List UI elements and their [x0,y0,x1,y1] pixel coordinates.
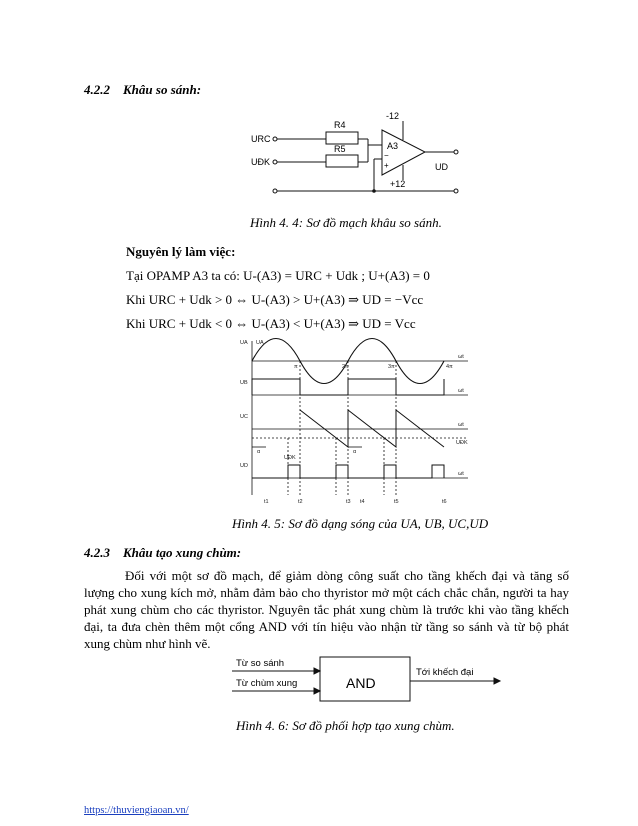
wt-label-ud: ωt [458,471,464,477]
four-pi-tick: 4π [446,364,453,370]
t6-tick: t6 [442,499,447,505]
comparator-circuit-diagram [250,105,470,205]
ud-axis-label: UD [240,463,248,469]
body-paragraph [84,567,569,652]
waveform-diagram [228,335,476,507]
t5-tick: t5 [394,499,399,505]
and-gate-block-diagram [230,655,506,707]
t2-tick: t2 [298,499,303,505]
figure-4-4-caption: Hình 4. 4: Sơ đồ mạch khâu so sánh. [250,215,442,230]
alpha-label-2: α [353,449,357,455]
pos-supply-label: +12 [390,179,406,189]
t1-tick: t1 [264,499,269,505]
inverting-input-sign: − [384,151,389,160]
udk-level-label: UĐK [456,440,468,446]
section-heading-4-2-3 [84,545,241,561]
t4-tick: t4 [360,499,365,505]
principle-line-2: Khi URC + Udk > 0 ⇔ U-(A3) > U+(A3) ⇒ UD = −Vcc [126,292,424,307]
r4-label: R4 [334,120,346,130]
paragraph-text: Đối với một sơ đồ mạch, để giảm dòng công suất cho tầng khếch đại và tăng số lượng cho xung kích mở, nhằm đảm bảo cho thyristor mở một cách chắc chắn, người ta hay phát xung chùm cho các thyristor. Nguyên tắc phát xung chùm là trước khi vào tầng khếch đại, ta đưa chèn thêm một cổng AND với tín hiệu vào nhận từ tầng so sánh và từ bộ phát xung chùm như hình vẽ. [84,568,569,651]
figure-4-6-caption: Hình 4. 6: Sơ đồ phối hợp tạo xung chùm. [236,718,455,733]
t3-tick: t3 [346,499,351,505]
principle-line-1: Tại OPAMP A3 ta có: U-(A3) = URC + Udk ; U+(A3) = 0 [126,268,430,283]
section-number: 4.2.2 [84,82,110,97]
wt-label-ub: ωt [458,388,464,394]
section-heading-4-2-2 [84,82,201,98]
uc-axis-label: UC [240,414,248,420]
footer-link[interactable]: https://thuviengiaoan.vn/ [84,805,189,816]
pi-tick: π [294,364,298,370]
r5-label: R5 [334,144,346,154]
section-number: 4.2.3 [84,545,110,560]
figure-4-5-caption: Hình 4. 5: Sơ đồ dạng sóng của UA, UB, UC,UD [232,516,489,531]
wt-label-ua: ωt [458,354,464,360]
neg-supply-label: -12 [386,111,400,121]
two-pi-tick: 2π [342,364,349,370]
urc-label: URC [251,134,271,144]
ub-axis-label: UB [240,380,248,386]
section-title: Khâu tạo xung chùm: [123,545,242,560]
section-title: Khâu so sánh: [123,82,202,97]
three-pi-tick: 3π [388,364,395,370]
ud-output-label: UD [435,162,448,172]
input-from-pulse-train-label: Từ chùm xung [236,678,298,689]
udk-curve-label: UĐK [284,455,296,461]
principle-title: Nguyên lý làm việc: [126,244,236,259]
alpha-label-1: α [257,449,261,455]
footer [84,800,189,818]
input-from-comparator-label: Từ so sánh [236,658,285,669]
output-to-amplifier-label: Tới khếch đại [416,667,474,678]
ua-curve-label: UA [256,340,264,346]
udk-label: UĐK [251,157,271,167]
ua-axis-label: UA [240,340,248,346]
and-gate-label: AND [346,675,376,691]
wt-label-uc: ωt [458,422,464,428]
principle-line-3: Khi URC + Udk < 0 ⇔ U-(A3) < U+(A3) ⇒ UD = Vcc [126,316,416,331]
opamp-a3-label: A3 [387,141,399,151]
noninverting-input-sign: + [384,161,389,170]
